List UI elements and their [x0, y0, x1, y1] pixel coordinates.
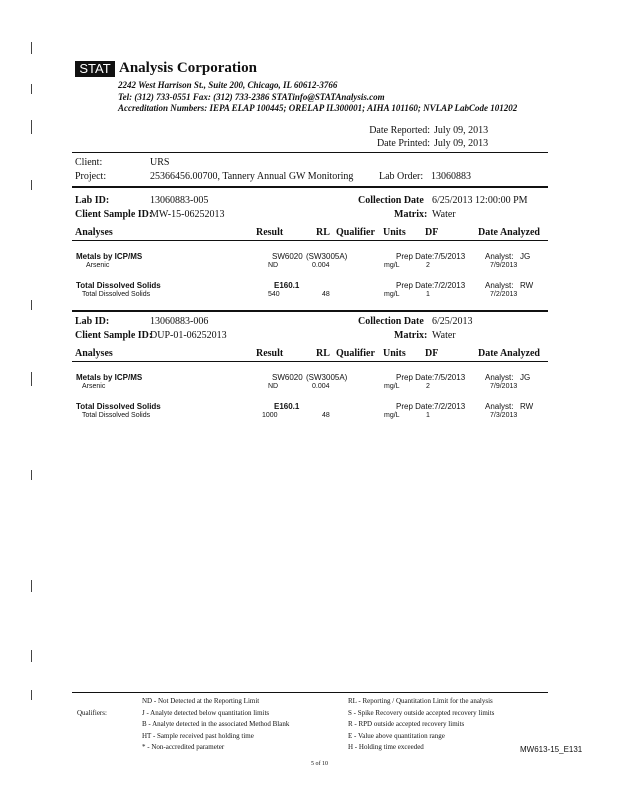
result-value: 540 [268, 291, 280, 298]
qualifier-item: E - Value above quantitation range [348, 732, 445, 740]
lab-id-label: Lab ID: [75, 316, 110, 327]
col-result: Result [256, 227, 284, 238]
date-analyzed-value: 7/2/2013 [490, 291, 518, 298]
prep-date-label: Prep Date: [396, 373, 435, 382]
matrix-label: Matrix: [394, 330, 428, 341]
collection-date-value: 6/25/2013 12:00:00 PM [432, 195, 528, 206]
analyst-value: RW [520, 402, 534, 411]
analyst-value: RW [520, 281, 534, 290]
lab-id-value: 13060883-006 [150, 316, 209, 327]
prep-date-value: 7/5/2013 [434, 373, 466, 382]
lab-id-label: Lab ID: [75, 195, 110, 206]
prep-method: (SW3005A) [306, 252, 348, 261]
result-value: ND [268, 262, 279, 269]
lab-id-value: 13060883-005 [150, 195, 209, 206]
prep-date-value: 7/5/2013 [434, 252, 466, 261]
col-rl: RL [316, 348, 330, 359]
collection-date-label: Collection Date [358, 316, 424, 327]
client-sample-id-value: MW-15-06252013 [150, 209, 225, 220]
company-logo: STAT [75, 61, 115, 77]
rl-value: 48 [322, 291, 330, 298]
qualifier-item: S - Spike Recovery outside accepted recovery limits [348, 709, 495, 717]
method: E160.1 [274, 402, 300, 411]
analysis-group-name: Metals by ICP/MS [76, 373, 143, 382]
collection-date-value: 6/25/2013 [432, 316, 473, 327]
analyte-name: Total Dissolved Solids [82, 291, 151, 298]
date-printed-value: July 09, 2013 [434, 138, 489, 149]
col-date-analyzed: Date Analyzed [478, 227, 540, 238]
client-sample-id-value: DUP-01-06252013 [150, 330, 227, 341]
analyst-label: Analyst: [485, 373, 514, 382]
client-sample-id-label: Client Sample ID: [75, 209, 153, 220]
company-name: Analysis Corporation [119, 60, 257, 76]
col-analyses: Analyses [75, 227, 113, 238]
units-value: mg/L [384, 262, 400, 269]
prep-date-value: 7/2/2013 [434, 281, 466, 290]
company-accreditation: Accreditation Numbers: IEPA ELAP 100445; ORELAP IL300001; AIHA 101160; NVLAP LabCode 101202 [118, 103, 518, 113]
qualifier-item: * - Non-accredited parameter [142, 743, 225, 751]
prep-date-label: Prep Date: [396, 402, 435, 411]
col-df: DF [425, 348, 439, 359]
analyst-value: JG [520, 373, 531, 382]
project-value: 25366456.00700, Tannery Annual GW Monitoring [150, 171, 354, 182]
date-analyzed-value: 7/9/2013 [490, 383, 518, 390]
qualifier-item: ND - Not Detected at the Reporting Limit [142, 697, 260, 705]
qualifier-item: RL - Reporting / Quantitation Limit for the analysis [348, 697, 493, 705]
method: SW6020 [272, 252, 303, 261]
method: SW6020 [272, 373, 303, 382]
page-number: 5 of 10 [311, 761, 328, 767]
date-printed-label: Date Printed: [376, 138, 430, 149]
qualifier-item: H - Holding time exceeded [348, 743, 424, 751]
qualifier-item: B - Analyte detected in the associated Method Blank [142, 720, 290, 728]
units-value: mg/L [384, 383, 400, 390]
col-date-analyzed: Date Analyzed [478, 348, 540, 359]
analyst-label: Analyst: [485, 281, 514, 290]
prep-date-label: Prep Date: [396, 281, 435, 290]
lab-order-value: 13060883 [431, 171, 471, 182]
rl-value: 0.004 [312, 262, 330, 269]
date-analyzed-value: 7/3/2013 [490, 412, 518, 419]
units-value: mg/L [384, 412, 400, 419]
col-df: DF [425, 227, 439, 238]
prep-date-label: Prep Date: [396, 252, 435, 261]
col-qualifier: Qualifier [336, 348, 375, 359]
document-id: MW613-15_E131 [520, 745, 583, 754]
qualifier-item: R - RPD outside accepted recovery limits [348, 720, 465, 728]
df-value: 2 [426, 383, 430, 390]
analysis-group-name: Metals by ICP/MS [76, 252, 143, 261]
analyst-value: JG [520, 252, 531, 261]
analysis-group-name: Total Dissolved Solids [76, 281, 161, 290]
date-reported-label: Date Reported: [369, 125, 430, 136]
matrix-label: Matrix: [394, 209, 428, 220]
qualifier-item: HT - Sample received past holding time [142, 732, 254, 740]
col-units: Units [383, 348, 406, 359]
qualifiers-label: Qualifiers: [77, 709, 107, 717]
units-value: mg/L [384, 291, 400, 298]
analyte-name: Arsenic [82, 383, 106, 390]
rl-value: 0.004 [312, 383, 330, 390]
analyte-name: Total Dissolved Solids [82, 412, 151, 419]
col-result: Result [256, 348, 284, 359]
client-sample-id-label: Client Sample ID: [75, 330, 153, 341]
lab-order-label: Lab Order: [379, 171, 424, 182]
client-value: URS [150, 157, 170, 168]
date-reported-value: July 09, 2013 [434, 125, 489, 136]
col-rl: RL [316, 227, 330, 238]
project-label: Project: [75, 171, 107, 182]
collection-date-label: Collection Date [358, 195, 424, 206]
df-value: 1 [426, 412, 430, 419]
result-value: 1000 [262, 412, 278, 419]
matrix-value: Water [432, 330, 456, 341]
result-value: ND [268, 383, 279, 390]
analysis-group-name: Total Dissolved Solids [76, 402, 161, 411]
col-units: Units [383, 227, 406, 238]
analyst-label: Analyst: [485, 252, 514, 261]
method: E160.1 [274, 281, 300, 290]
matrix-value: Water [432, 209, 456, 220]
date-analyzed-value: 7/9/2013 [490, 262, 518, 269]
prep-method: (SW3005A) [306, 373, 348, 382]
rl-value: 48 [322, 412, 330, 419]
qualifier-item: J - Analyte detected below quantitation limits [142, 709, 270, 717]
col-analyses: Analyses [75, 348, 113, 359]
col-qualifier: Qualifier [336, 227, 375, 238]
analyte-name: Arsenic [86, 262, 110, 269]
company-address: 2242 West Harrison St., Suite 200, Chicago, IL 60612-3766 [118, 80, 338, 90]
client-label: Client: [75, 157, 103, 168]
analyst-label: Analyst: [485, 402, 514, 411]
df-value: 2 [426, 262, 430, 269]
df-value: 1 [426, 291, 430, 298]
prep-date-value: 7/2/2013 [434, 402, 466, 411]
company-contact: Tel: (312) 733-0551 Fax: (312) 733-2386 STATinfo@STATAnalysis.com [118, 92, 385, 102]
